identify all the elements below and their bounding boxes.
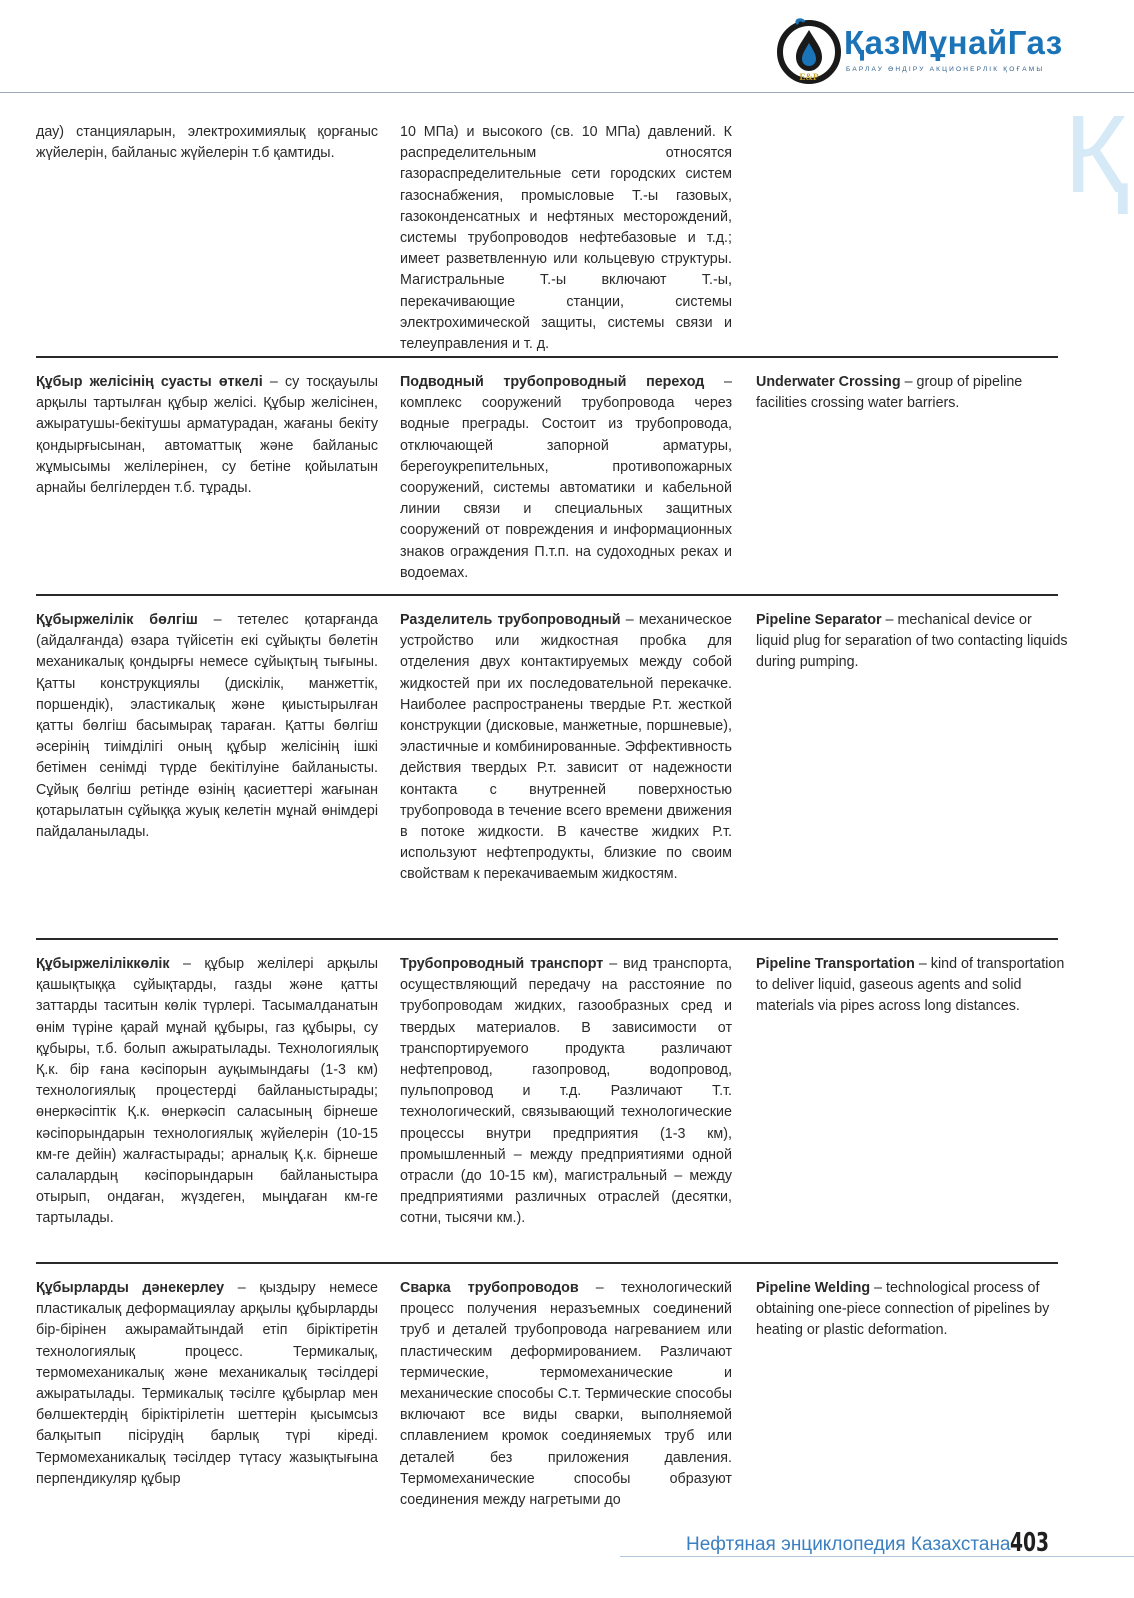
kazakh-definition-text: тетелес қотарғанда (айдалғанда) өзара түйісетін екі сұйықты бөлетін механикалық қондырғы немесе сұйықтың тығыны. Қатты конструкциялы (дискілік, манжеттік, поршендік), эластикалық және қиыстырылған қатты бөлгіш басымырақ тараған. Қатты бөлгіш әсерінің тиімділігі оның құбыр желісінің ішкі бетімен сенімді түрде бекітілуіне байланысты. Сұйық бөлгіш ретінде өзінің қасиеттері жағынан қотарылатын сұйыққа жуық келетін мұнай өнімдері пайдаланылады. [36, 612, 378, 841]
footer-title: Нефтяная энциклопедия Казахстана [686, 1534, 1011, 1555]
entry-row [36, 938, 1065, 1262]
kazakh-term: Құбыржеліліккөлік [36, 956, 170, 972]
entry-row [36, 356, 1058, 594]
term-dash: – [704, 374, 732, 390]
russian-term: Сварка трубопроводов [400, 1280, 579, 1296]
kmg-flame-emblem-icon [776, 18, 842, 84]
russian-definition [400, 372, 732, 584]
page-header [0, 0, 1134, 96]
russian-definition-text: технологический процесс получения неразъемных соединений труб и деталей трубопровода нагреванием или пластическим деформированием. Различают термические, термомеханические и механические способы С.т. Термические способы включают все виды сварки, выполняемой сплавлением кромок соединяемых труб или деталей без приложения давления. Термомеханические способы образуют соединения между нагретыми до [400, 1280, 732, 1509]
kazakh-definition [36, 954, 378, 1230]
term-dash: – [870, 1280, 887, 1296]
russian-definition [400, 122, 732, 355]
emblem-label: E&P [799, 72, 819, 82]
entry-row [36, 594, 1068, 938]
english-definition [756, 1278, 1068, 1342]
russian-term: Подводный трубопроводный переход [400, 374, 705, 390]
kmg-logo [776, 18, 1076, 88]
logo-subtitle: БАРЛАУ ӨНДІРУ АКЦИОНЕРЛІК ҚОҒАМЫ [846, 66, 1045, 73]
english-definition [756, 610, 1068, 674]
entry-row [36, 1262, 1058, 1562]
kazakh-term: Құбырларды дәнекерлеу [36, 1280, 225, 1296]
entries-table [36, 118, 1068, 1562]
kazakh-definition [36, 372, 378, 499]
english-definition [756, 372, 1068, 414]
russian-definition [400, 610, 732, 886]
kazakh-definition [36, 610, 378, 843]
english-term: Underwater Crossing [756, 374, 901, 390]
entry-row [36, 118, 1058, 356]
page-number: 403 [1010, 1528, 1050, 1558]
english-term: Pipeline Transportation [756, 956, 915, 972]
term-dash: – [197, 612, 238, 628]
section-letter: Қ [1064, 108, 1129, 216]
section-letter-tab [1058, 108, 1134, 218]
kazakh-definition-text: дау) станцияларын, электрохимиялық қорғаныс жүйелерін, байланыс жүйелерін т.б қамтиды. [36, 124, 378, 162]
russian-term: Разделитель трубопроводный [400, 612, 621, 628]
term-dash: – [224, 1280, 260, 1296]
kazakh-definition-text: қыздыру немесе пластикалық деформациялау арқылы құбырларды бір-бірінен ажырамайтындай етіп біріктіретін технологиялық процесс. Термикалық, термомеханикалық және механикалық тәсілдері ажыратылады. Термикалық тәсілге құбырлар мен бөлшектердің біріктірілетін шеттерін қысымсыз балқытып пісірудің барлық түрі кіреді. Термомеханикалық тәсілдер түтасу жазықтығына перпендикуляр құбыр [36, 1280, 379, 1487]
term-dash: – [169, 956, 205, 972]
term-dash: – [620, 612, 639, 628]
russian-definition [400, 954, 732, 1230]
english-definition [756, 954, 1068, 1018]
kazakh-term: Құбыр желісінің суасты өткелі [36, 374, 263, 390]
russian-term: Трубопроводный транспорт [400, 956, 604, 972]
logo-wordmark: ҚазМұнайГаз [844, 24, 1063, 61]
term-dash: – [603, 956, 624, 972]
term-dash: – [578, 1280, 621, 1296]
russian-definition-text: механическое устройство или жидкостная пробка для отделения двух контактируемых между собой жидкостей при их последовательной перекачке. Наиболее распространены твердые Р.т. жесткой конструкции (дисковые, манжетные, поршневые), эластичные и комбинированные. Эффективность действия твердых Р.т. зависит от надежности контакта с внутренней поверхностью трубопровода в течение всего времени движения в потоке жидкости. В качестве жидких Р.т. используют нефтепродукты, близкие по своим свойствам к перекачиваемым жидкостям. [400, 612, 732, 883]
term-dash: – [881, 612, 898, 628]
russian-definition-text: комплекс сооружений трубопровода через водные преграды. Состоит из трубопровода, отключающей запорной арматуры, берегоукрепительных, противопожарных сооружений, системы автоматики и кабельной линии связи и специальных защитных сооружений от повреждения и информационных знаков ограждения П.т.п. на судоходных реках и водоемах. [400, 395, 732, 581]
russian-definition [400, 1278, 732, 1511]
russian-definition-text: 10 МПа) и высокого (св. 10 МПа) давлений. К распределительным относятся газораспределительные сети городских систем газоснабжения, промысловые Т.-ы газовых, газоконденсатных и нефтяных месторождений, системы трубопроводов нефтебазовые и т.д.; имеет разветвленную или кольцевую структуры. Магистральные Т.-ы включают Т.-ы, перекачивающие станции, системы электрохимической защиты, системы связи и телеуправления и т. д. [400, 124, 732, 353]
english-term: Pipeline Welding [756, 1280, 871, 1296]
english-term: Pipeline Separator [756, 612, 882, 628]
term-dash: – [914, 956, 931, 972]
kazakh-definition-text: су тосқауылы арқылы тартылған құбыр желісі. Құбыр желісінен, ажыратушы-бекітушы арматурадан, жағаны бекіту қондырғысынан, автоматтық және байланыс жұмысымы желілерінен, су бетіне қойылатын арнайы белгілерден т.б. тұрады. [36, 374, 378, 497]
term-dash: – [262, 374, 285, 390]
kazakh-term: Құбыржелілік бөлгіш [36, 612, 198, 628]
kazakh-definition [36, 122, 378, 164]
kazakh-definition [36, 1278, 378, 1490]
english-definition-text: technological process of obtaining one-piece connection of pipelines by heating or plastic deformation. [756, 1280, 1050, 1339]
russian-definition-text: вид транспорта, осуществляющий передачу на расстояние по трубопроводам жидких, газообразных сред и твердых материалов. В зависимости от транспортируемого продукта различают нефтепровод, газопровод, водопровод, пульпопровод и т.д. Различают Т.т. технологический, связывающий технологические процессы внутри предприятия (1-3 км), промышленный – между предприятиями одной отрасли (до 10-15 км), магистральный – между предприятиями различных отраслей (десятки, сотни, тысячи км.). [400, 956, 732, 1227]
kazakh-definition-text: құбыр желілері арқылы қашықтыққа сұйықтарды, газды және қатты заттарды таситын көлік түрлері. Тасымалданатын өнім түріне қарай мұнай құбыры, газ құбыры, су құбыры, т.б. болып ажыратылады. Технологиялық Қ.к. бір ғана кәсіпорын ауқымындағы (1-3 км) технологиялық процестерді байланыстырады; өнеркәсіптік Қ.к. өнеркәсіп саласының бірнеше кәсіпорындарын технологиялық жүйелерін (10-15 км-ге дейін) жалғастырады; арналық Қ.к. бірнеше салалардың кәсіпорындарын байланыстыра отырып, ондаған, жүздеген, мыңдаған км-ге тартылады. [36, 956, 378, 1227]
term-dash: – [900, 374, 917, 390]
english-definition-text: mechanical device or liquid plug for separation of two contacting liquids during pumping. [756, 612, 1068, 671]
footer-rule [620, 1556, 1134, 1557]
header-rule [0, 92, 1134, 93]
english-definition-text: group of pipeline facilities crossing water barriers. [756, 374, 1023, 412]
english-definition-text: kind of transportation to deliver liquid, gaseous agents and solid materials via pipes across long distances. [756, 956, 1065, 1015]
